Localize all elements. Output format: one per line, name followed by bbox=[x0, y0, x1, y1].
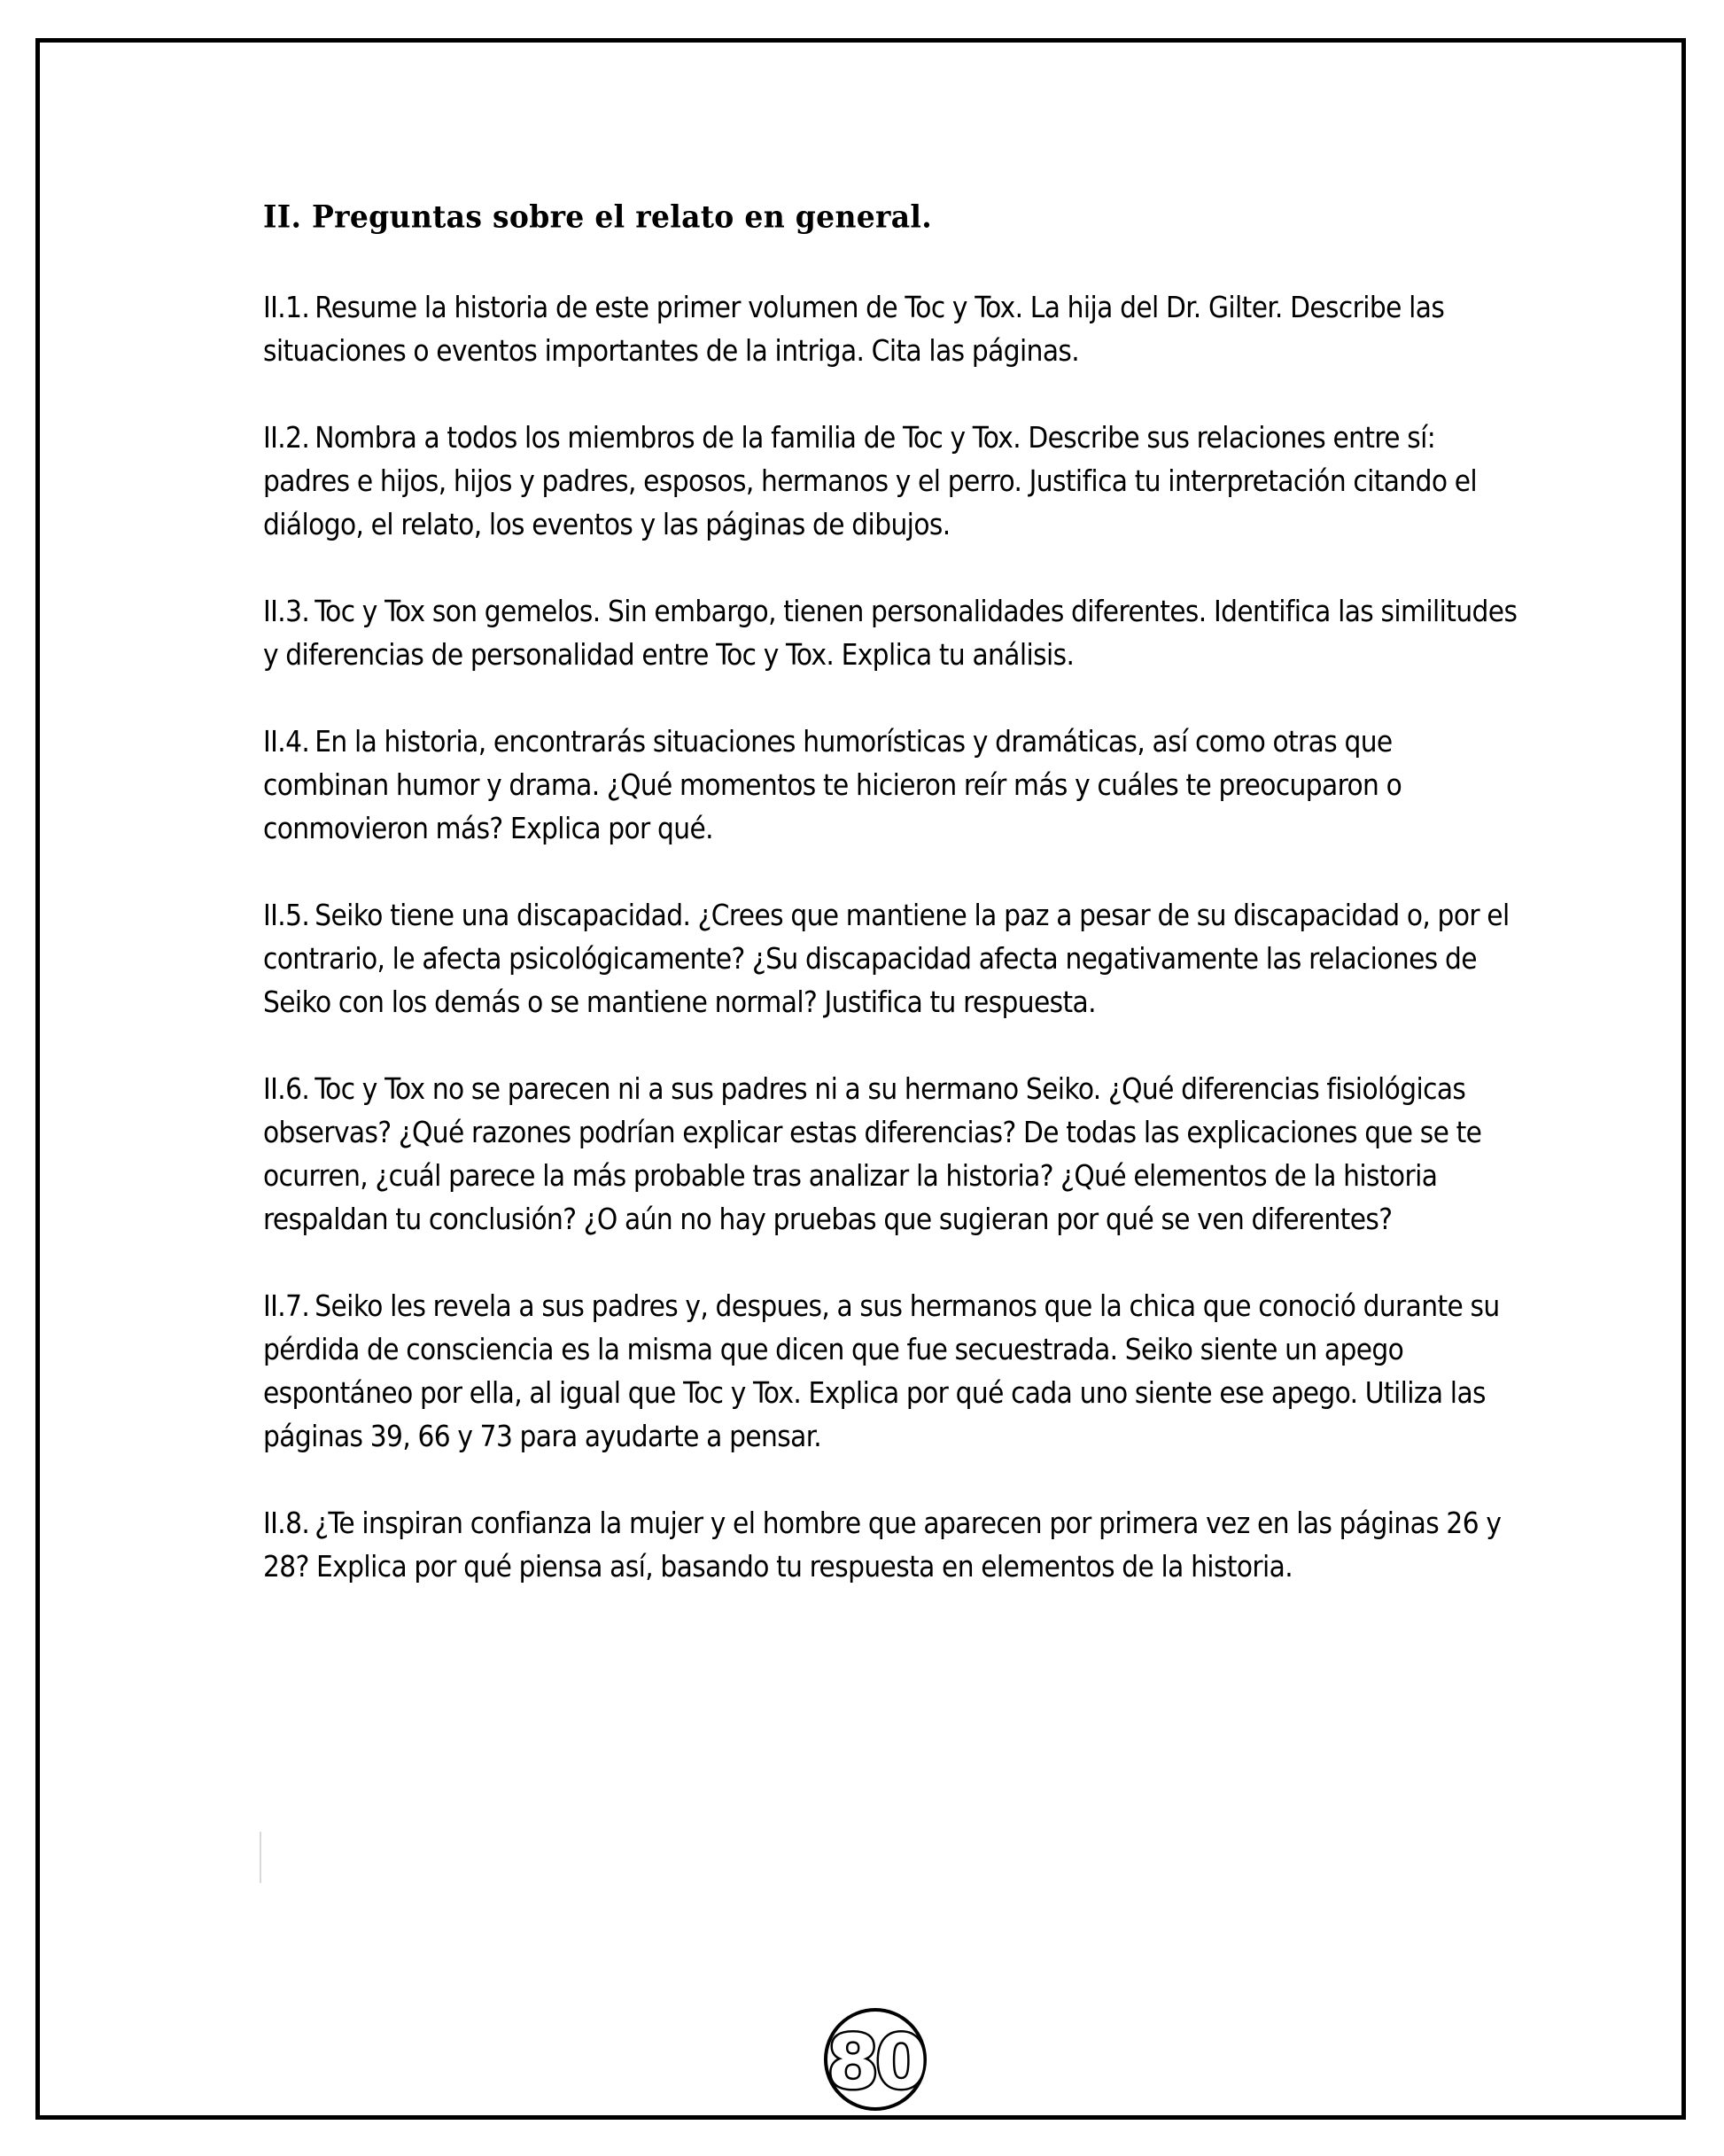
question-number: II.7. bbox=[263, 1288, 310, 1323]
question-text: Toc y Tox no se parecen ni a sus padres ni a su hermano Seiko. ¿Qué diferencias fisiológicas observas? ¿Qué razones podrían explicar estas diferencias? De todas las explicaciones que se te ocurren, ¿cuál parece la más probable tras analizar la historia? ¿Qué elementos de la historia respaldan tu conclusión? ¿O aún no hay pruebas que sugieran por qué se ven diferentes? bbox=[263, 1071, 1482, 1236]
question-text: En la historia, encontrarás situaciones humorísticas y dramáticas, así como otras que combinan humor y drama. ¿Qué momentos te hicieron reír más y cuáles te preocuparon o conmovieron más? Explica por qué. bbox=[263, 724, 1402, 845]
page-number-circle-icon bbox=[821, 2006, 929, 2113]
question-text: Toc y Tox son gemelos. Sin embargo, tienen personalidades diferentes. Identifica las similitudes y diferencias de personalidad entre Toc y Tox. Explica tu análisis. bbox=[263, 594, 1518, 672]
question-number: II.3. bbox=[263, 594, 310, 628]
text-cursor-mark bbox=[260, 1832, 261, 1883]
question-item bbox=[263, 1067, 1521, 1241]
question-item bbox=[263, 589, 1521, 676]
question-text: ¿Te inspiran confianza la mujer y el hombre que aparecen por primera vez en las páginas 26 y 28? Explica por qué piensa así, basando tu respuesta en elementos de la historia. bbox=[263, 1506, 1502, 1584]
question-item bbox=[263, 893, 1521, 1024]
question-number: II.2. bbox=[263, 420, 310, 455]
question-item bbox=[263, 720, 1521, 850]
question-number: II.8. bbox=[263, 1506, 310, 1540]
page-number-badge bbox=[821, 2006, 929, 2113]
question-text: Nombra a todos los miembros de la familia de Toc y Tox. Describe sus relaciones entre sí: padres e hijos, hijos y padres, esposos, hermanos y el perro. Justifica tu interpretación citando el diálogo, el relato, los eventos y las páginas de dibujos. bbox=[263, 420, 1478, 541]
question-text: Seiko les revela a sus padres y, despues, a sus hermanos que la chica que conoció durante su pérdida de consciencia es la misma que dicen que fue secuestrada. Seiko siente un apego espontáneo por ella, al igual que Toc y Tox. Explica por qué cada uno siente ese apego. Utiliza las páginas 39, 66 y 73 para ayudarte a pensar. bbox=[263, 1288, 1500, 1453]
question-item bbox=[263, 285, 1521, 372]
question-number: II.5. bbox=[263, 898, 310, 932]
page-number-text: 80 bbox=[827, 2019, 924, 2105]
document-content bbox=[263, 197, 1521, 1631]
question-number: II.1. bbox=[263, 290, 310, 324]
question-item bbox=[263, 416, 1521, 546]
question-number: II.4. bbox=[263, 724, 310, 759]
question-item bbox=[263, 1284, 1521, 1458]
question-text: Seiko tiene una discapacidad. ¿Crees que mantiene la paz a pesar de su discapacidad o, por el contrario, le afecta psicológicamente? ¿Su discapacidad afecta negativamente las relaciones de Seiko con los demás o se mantiene normal? Justifica tu respuesta. bbox=[263, 898, 1510, 1019]
question-number: II.6. bbox=[263, 1071, 310, 1106]
question-text: Resume la historia de este primer volumen de Toc y Tox. La hija del Dr. Gilter. Describe las situaciones o eventos importantes de la intriga. Cita las páginas. bbox=[263, 290, 1445, 368]
question-item bbox=[263, 1501, 1521, 1588]
section-heading: II. Preguntas sobre el relato en general. bbox=[263, 198, 933, 236]
